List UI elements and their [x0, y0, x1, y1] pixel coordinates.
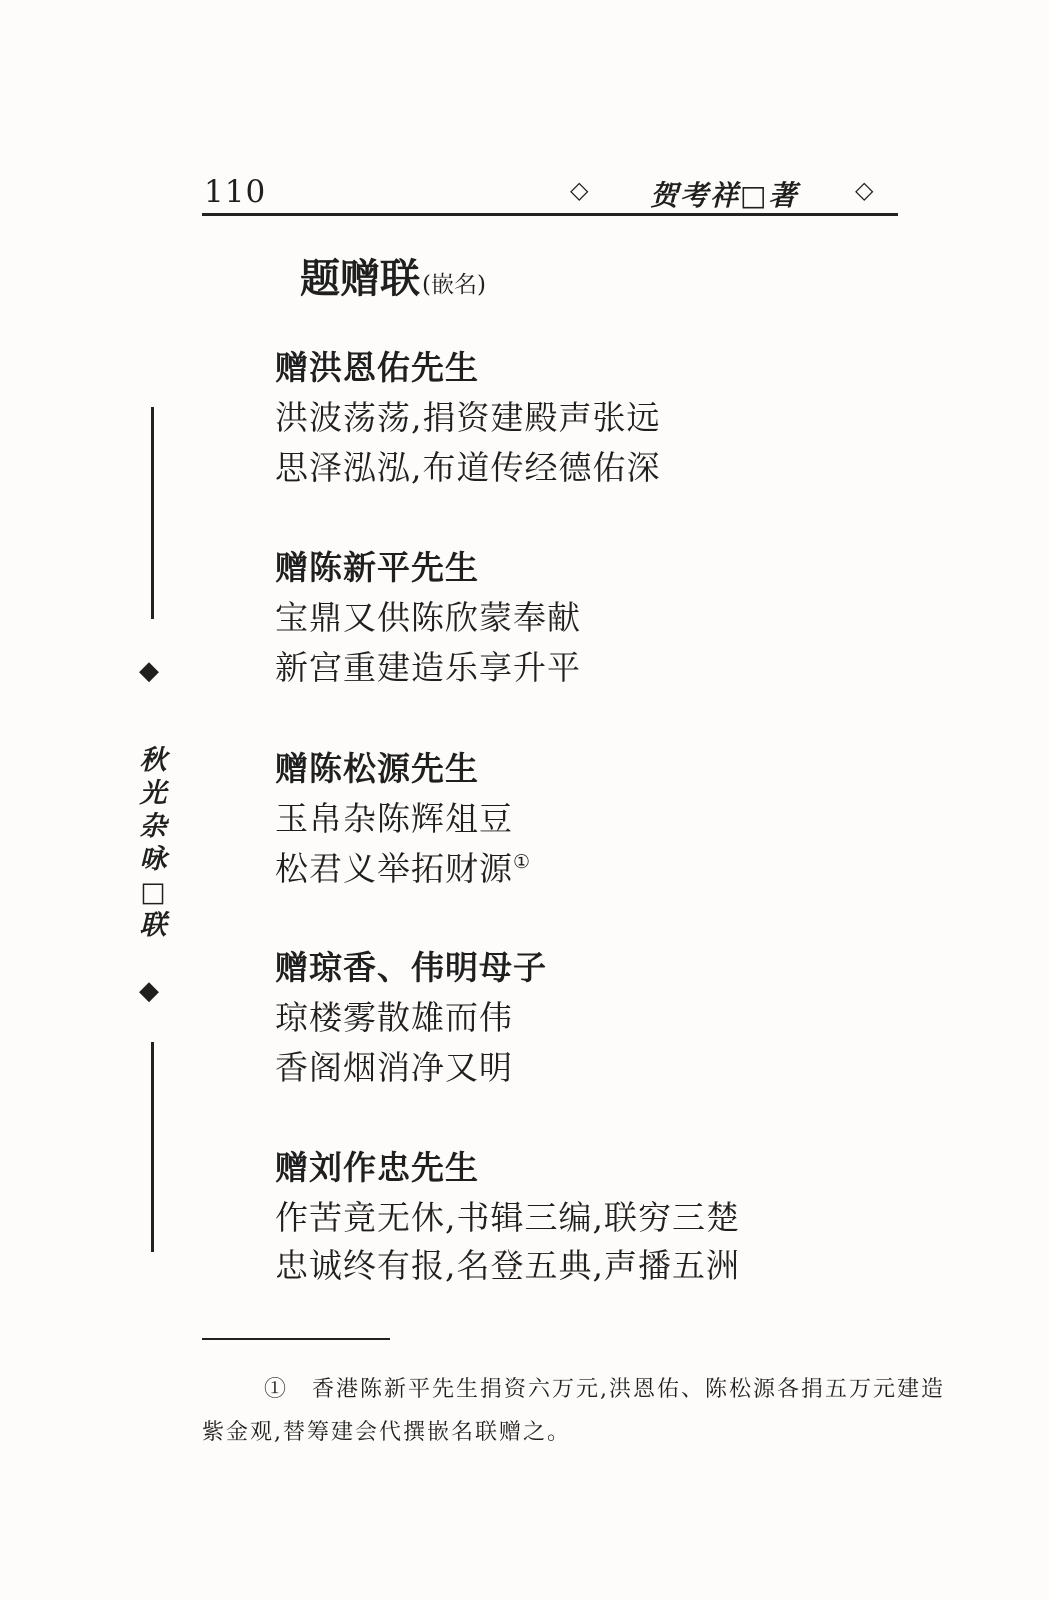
- header-diamond-right: ◇: [855, 176, 874, 204]
- section-heading: [300, 247, 486, 304]
- running-header-author: 贺考祥□著: [650, 179, 799, 212]
- couplet-line: 宝鼎又供陈欣蒙奉献: [275, 598, 581, 637]
- side-title-char: 杂: [139, 811, 167, 842]
- side-title-char: 咏: [139, 844, 167, 875]
- couplet-title: 赠刘作忠先生: [275, 1148, 479, 1187]
- couplet-line: 新宫重建造乐享升平: [275, 648, 581, 687]
- side-diamond-bottom: ◆: [139, 976, 159, 1006]
- couplet-title: 赠陈松源先生: [275, 749, 479, 788]
- couplet-line: 洪波荡荡,捐资建殿声张远: [275, 398, 661, 437]
- couplet-line: 琼楼雾散雄而伟: [275, 998, 513, 1037]
- couplet-line-with-note: [275, 843, 531, 890]
- footnote-marker: ①: [513, 851, 532, 873]
- footnote-rule: [202, 1338, 390, 1340]
- side-title-char: 联: [139, 910, 167, 941]
- side-diamond-top: ◆: [139, 656, 159, 686]
- footnote: ① 香港陈新平先生捐资六万元,洪恩佑、陈松源各捐五万元建造紫金观,替筹建会代撰嵌名联赠之。: [202, 1377, 945, 1445]
- side-title-char: 秋: [139, 745, 167, 776]
- couplet-line: 作苦竟无休,书辑三编,联穷三楚: [275, 1198, 740, 1237]
- header-diamond-left: ◇: [570, 176, 589, 204]
- couplet-line-text: 松君义举拓财源: [275, 849, 513, 888]
- couplet-line: 玉帛杂陈辉俎豆: [275, 799, 513, 838]
- page-number: 110: [204, 174, 267, 210]
- section-subtitle: (嵌名): [422, 272, 486, 298]
- header-rule: [202, 213, 898, 216]
- side-title-char: □: [140, 877, 166, 908]
- couplet-title: 赠陈新平先生: [275, 548, 479, 587]
- couplet-title: 赠洪恩佑先生: [275, 348, 479, 387]
- couplet-line: 思泽泓泓,布道传经德佑深: [275, 448, 661, 487]
- section-title: 题赠联: [300, 255, 420, 302]
- side-rule-top: [151, 407, 154, 619]
- side-rule-bottom: [151, 1042, 154, 1252]
- couplet-line: 忠诚终有报,名登五典,声播五洲: [275, 1246, 740, 1285]
- couplet-title: 赠琼香、伟明母子: [275, 948, 547, 987]
- side-book-title: [136, 744, 170, 942]
- side-title-char: 光: [139, 778, 167, 809]
- couplet-line: 香阁烟消净又明: [275, 1048, 513, 1087]
